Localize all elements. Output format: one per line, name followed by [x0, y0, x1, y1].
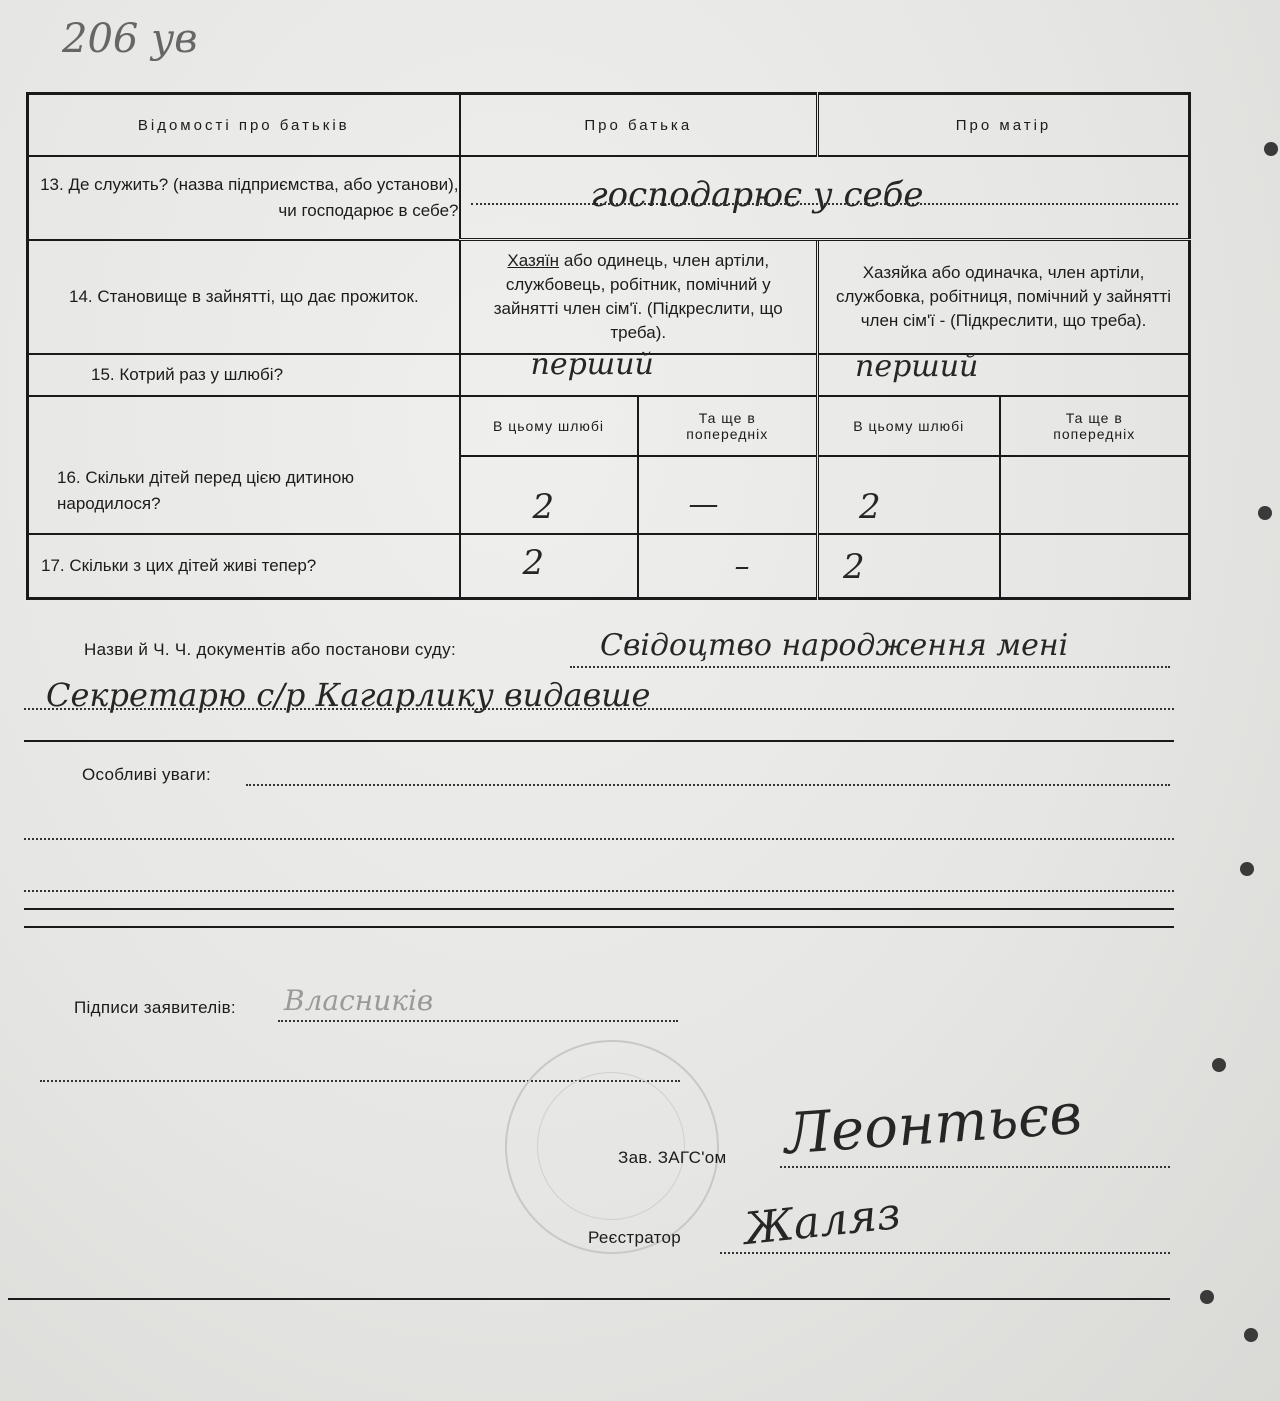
remarks-dotline-2 — [24, 838, 1174, 840]
official-stamp — [505, 1040, 719, 1254]
registrar-label: Реєстратор — [588, 1228, 682, 1247]
remarks-dotline-1 — [246, 784, 1170, 786]
documents-dotline-1 — [570, 666, 1170, 668]
binding-hole — [1212, 1058, 1226, 1072]
header-mother: Про матір — [818, 94, 1190, 156]
remarks-dotline-3 — [24, 890, 1174, 892]
archive-note: 206 ув — [62, 16, 198, 62]
head-label: Зав. ЗАГС'ом — [618, 1148, 727, 1167]
q13-label: 13. Де служить? (назва підприємства, або установи), чи господарює в себе? — [28, 156, 460, 240]
q16-label: 16. Скільки дітей перед цією дитиною народилося? — [28, 396, 460, 534]
q17-father-this — [460, 534, 638, 598]
q17-mother-this-value: 2 — [843, 547, 865, 588]
q16-mother-this — [818, 456, 1000, 534]
binding-hole — [1258, 506, 1272, 520]
q16-mother-prev — [1000, 456, 1190, 534]
remarks-rule-2 — [24, 926, 1174, 928]
q15-mother: перший — [855, 348, 979, 384]
sub-previous-mother: Та ще в попередніх — [1000, 396, 1190, 456]
head-dotline — [780, 1166, 1170, 1168]
applicants-dotline-1 — [278, 1020, 678, 1022]
registrar-signature: Жаляз — [741, 1187, 904, 1256]
q13-answer-cell — [460, 156, 1190, 240]
q17-father-this-value: 2 — [522, 543, 545, 584]
q16-father-prev-value: — — [688, 487, 719, 523]
registrar-dotline — [720, 1252, 1170, 1254]
header-parents-info: Відомості про батьків — [28, 94, 460, 156]
q16-father-prev — [638, 456, 818, 534]
binding-hole — [1200, 1290, 1214, 1304]
header-father: Про батька — [460, 94, 818, 156]
q14-father — [460, 240, 818, 354]
q14-mother: Хазяйка або одиначка, член артіли, службовка, робітниця, помічний у зайнятті член сім'ї - (Підкреслити, що треба). — [818, 240, 1190, 354]
q16-father-this-value: 2 — [532, 487, 555, 528]
q17-father-prev — [638, 534, 818, 598]
binding-hole — [1264, 142, 1278, 156]
documents-line2: Секретарю с/р Кагарлику видавше — [46, 676, 651, 714]
sub-this-marriage-mother: В цьому шлюбі — [818, 396, 1000, 456]
q17-label: 17. Скільки з цих дітей живі тепер? — [28, 534, 460, 598]
q14-label: 14. Становище в зайнятті, що дає прожиток. — [28, 240, 460, 354]
parents-info-table — [26, 92, 1191, 600]
documents-dotline-2 — [24, 708, 1174, 710]
head-signature: Леонтьєв — [782, 1081, 1084, 1168]
sub-this-marriage-father: В цьому шлюбі — [460, 396, 638, 456]
q16-mother-this-value: 2 — [859, 487, 881, 528]
q13-answer: господарює у себе — [590, 174, 924, 215]
applicant-signature: Власників — [284, 984, 434, 1017]
binding-hole — [1240, 862, 1254, 876]
q14-father-head: Хазяїн — [507, 251, 560, 271]
q15-father: перший — [530, 346, 654, 382]
documents-line1: Свідоцтво народження мені — [600, 628, 1069, 663]
q17-father-prev-value: – — [734, 549, 750, 585]
remarks-rule-1 — [24, 908, 1174, 910]
binding-hole — [1244, 1328, 1258, 1342]
q17-mother-this — [818, 534, 1000, 598]
q14-father-rest: або одинець, член артіли, службовець, робітник, помічний у зайнятті член сім'ї. (Підкреслити, що треба). — [493, 251, 783, 343]
applicants-label: Підписи заявителів: — [74, 998, 236, 1017]
remarks-label: Особливі уваги: — [82, 765, 212, 784]
q17-mother-prev — [1000, 534, 1190, 598]
q16-father-this — [460, 456, 638, 534]
bottom-rule — [8, 1298, 1170, 1300]
documents-rule — [24, 740, 1174, 742]
q15-label: 15. Котрий раз у шлюбі? — [28, 354, 460, 396]
sub-previous-father: Та ще в попередніх — [638, 396, 818, 456]
q15-mother-cell — [818, 348, 1190, 396]
documents-label: Назви й Ч. Ч. документів або постанови суду: — [84, 640, 456, 659]
q15-father-cell — [460, 346, 818, 396]
